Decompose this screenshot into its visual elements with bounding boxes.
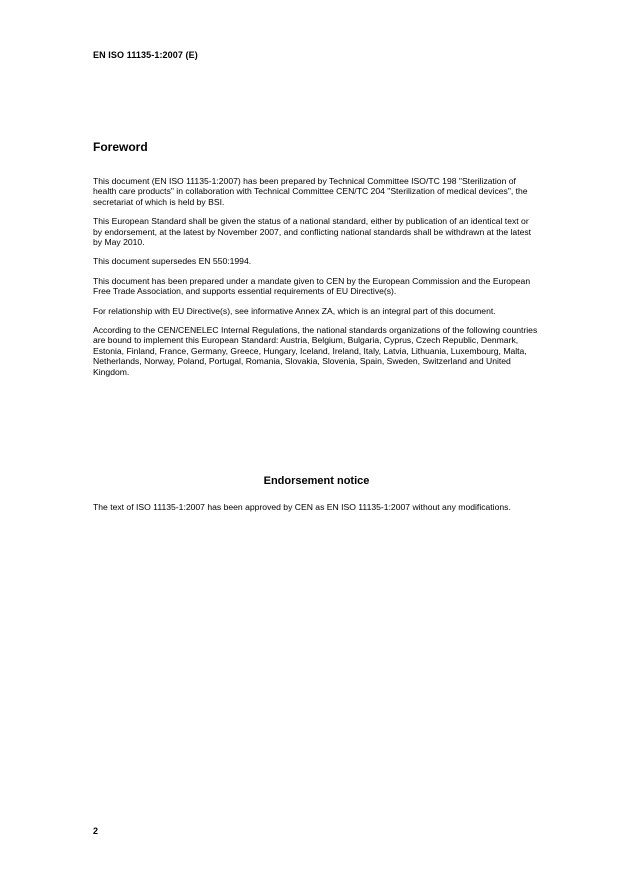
foreword-heading: Foreword	[93, 140, 148, 154]
foreword-paragraph: This document supersedes EN 550:1994.	[93, 256, 252, 267]
foreword-paragraph: According to the CEN/CENELEC Internal Regulations, the national standards organizations of the following countries are bound to implement this European Standard: Austria, Belgium, Bulgaria, Cyprus, Czech Republic, Denmark, Estonia, Finland, France, Germany, Greece, Hungary, Iceland, Ireland, Italy, Latvia, Lithuania, Luxembourg, Malta, Netherlands, Norway, Poland, Portugal, Romania, Slovakia, Slovenia, Spain, Sweden, Switzerland and United Kingdom.	[93, 325, 538, 377]
endorsement-body	[93, 502, 540, 521]
page-number: 2	[93, 826, 99, 836]
endorsement-paragraph: The text of ISO 11135-1:2007 has been approved by CEN as EN ISO 11135-1:2007 without any modifications.	[93, 502, 511, 512]
foreword-paragraph: This European Standard shall be given the status of a national standard, either by publication of an identical text or by endorsement, at the latest by November 2007, and conflicting national standards shall be withdrawn at the latest by May 2010.	[93, 216, 532, 248]
foreword-paragraph: For relationship with EU Directive(s), see informative Annex ZA, which is an integral part of this document.	[93, 305, 496, 316]
foreword-body	[93, 176, 540, 386]
foreword-paragraph: This document has been prepared under a mandate given to CEN by the European Commission and the European Free Trade Association, and supports essential requirements of EU Directive(s).	[93, 275, 531, 297]
endorsement-heading: Endorsement notice	[263, 475, 370, 487]
foreword-paragraph: This document (EN ISO 11135-1:2007) has been prepared by Technical Committee ISO/TC 198 "Sterilization of health care products" in collaboration with Technical Committee CEN/TC 204 "Sterilization of medical devices", the secretariat of which is held by BSI.	[93, 176, 528, 207]
document-code: EN ISO 11135-1:2007 (E)	[93, 50, 198, 60]
